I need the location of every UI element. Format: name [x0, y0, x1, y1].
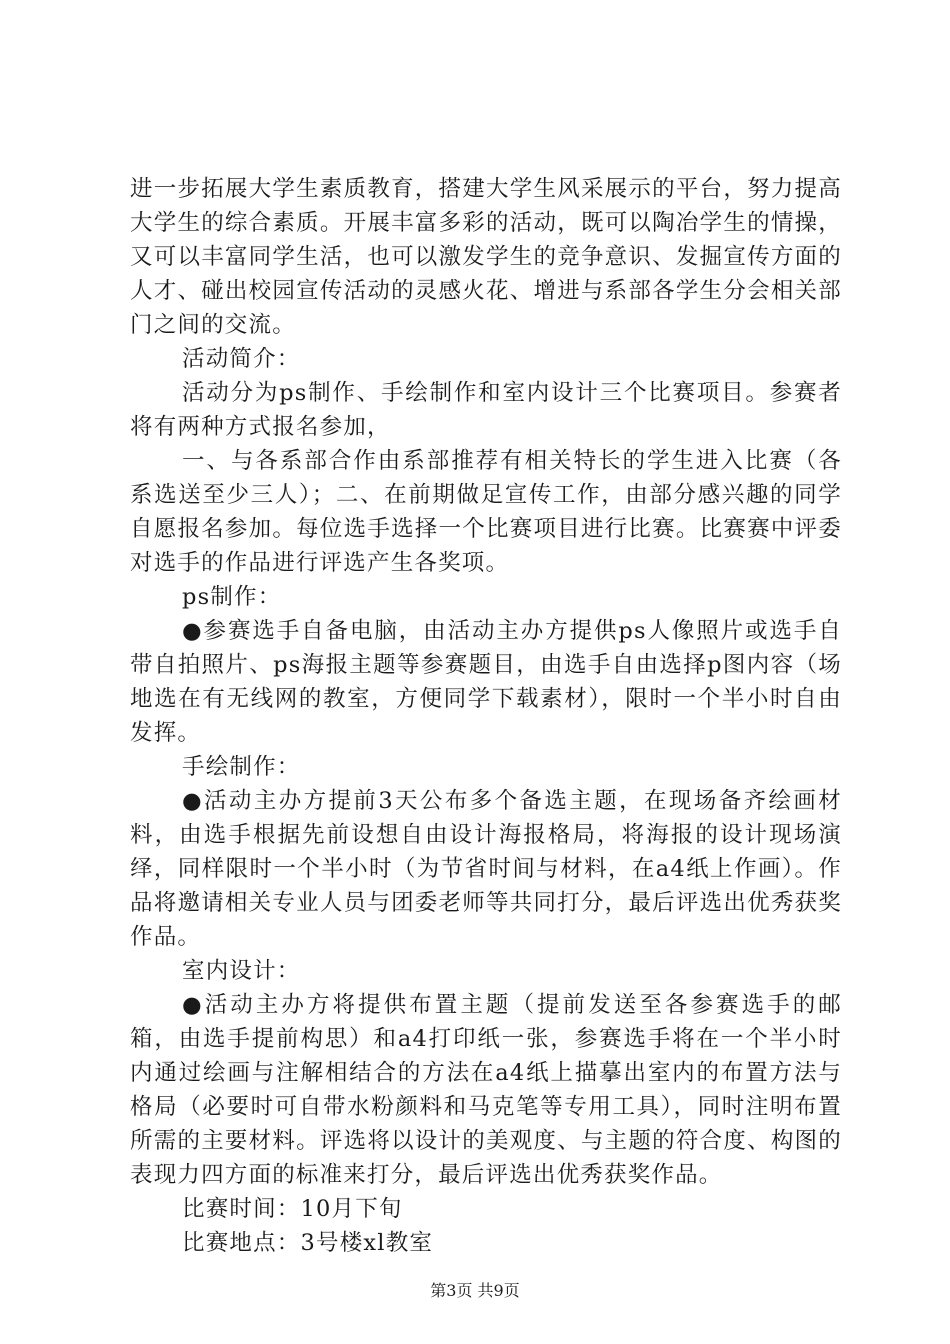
competition-place: 比赛地点：3号楼xl教室: [182, 1230, 434, 1256]
paragraph-activity-intro: 活动分为ps制作、手绘制作和室内设计三个比赛项目。参赛者将有两种方式报名参加，: [130, 380, 842, 440]
competition-time: 比赛时间：10月下旬: [182, 1196, 403, 1222]
paragraph-interior-design: ●活动主办方将提供布置主题（提前发送至各参赛选手的邮箱，由选手提前构思）和a4打印纸一张，参赛选手将在一个半小时内通过绘画与注解相结合的方法在a4纸上描摹出室内的布置方法与格局（必要时可自带水粉颜料和马克笔等专用工具），同时注明布置所需的主要材料。评选将以设计的美观度、与主题的符合度、构图的表现力四方面的标准来打分，最后评选出优秀获奖作品。: [130, 992, 842, 1188]
paragraph-hand-drawing: ●活动主办方提前3天公布多个备选主题，在现场备齐绘画材料，由选手根据先前设想自由设计海报格局，将海报的设计现场演绎，同样限时一个半小时（为节省时间与材料，在a4纸上作画）。作品将邀请相关专业人员与团委老师等共同打分，最后评选出优秀获奖作品。: [130, 788, 842, 950]
section-heading-activity-intro: 活动简介：: [182, 346, 301, 372]
paragraph-signup-methods: 一、与各系部合作由系部推荐有相关特长的学生进入比赛（各系选送至少三人）；二、在前期做足宣传工作，由部分感兴趣的同学自愿报名参加。每位选手选择一个比赛项目进行比赛。比赛赛中评委对选手的作品进行评选产生各奖项。: [130, 448, 842, 576]
section-heading-ps: ps制作：: [182, 584, 282, 610]
paragraph-ps: ●参赛选手自备电脑，由活动主办方提供ps人像照片或选手自带自拍照片、ps海报主题等参赛题目，由选手自由选择p图内容（场地选在有无线网的教室，方便同学下载素材），限时一个半小时自由发挥。: [130, 618, 842, 746]
page-number: 第3页 共9页: [430, 1281, 520, 1300]
section-heading-hand-drawing: 手绘制作：: [182, 754, 301, 780]
section-heading-interior-design: 室内设计：: [182, 958, 301, 984]
document-body: [130, 172, 842, 1260]
paragraph-intro: 进一步拓展大学生素质教育，搭建大学生风采展示的平台，努力提高大学生的综合素质。开展丰富多彩的活动，既可以陶冶学生的情操，又可以丰富同学生活，也可以激发学生的竞争意识、发掘宣传方面的人才、碰出校园宣传活动的灵感火花、增进与系部各学生分会相关部门之间的交流。: [130, 176, 842, 338]
